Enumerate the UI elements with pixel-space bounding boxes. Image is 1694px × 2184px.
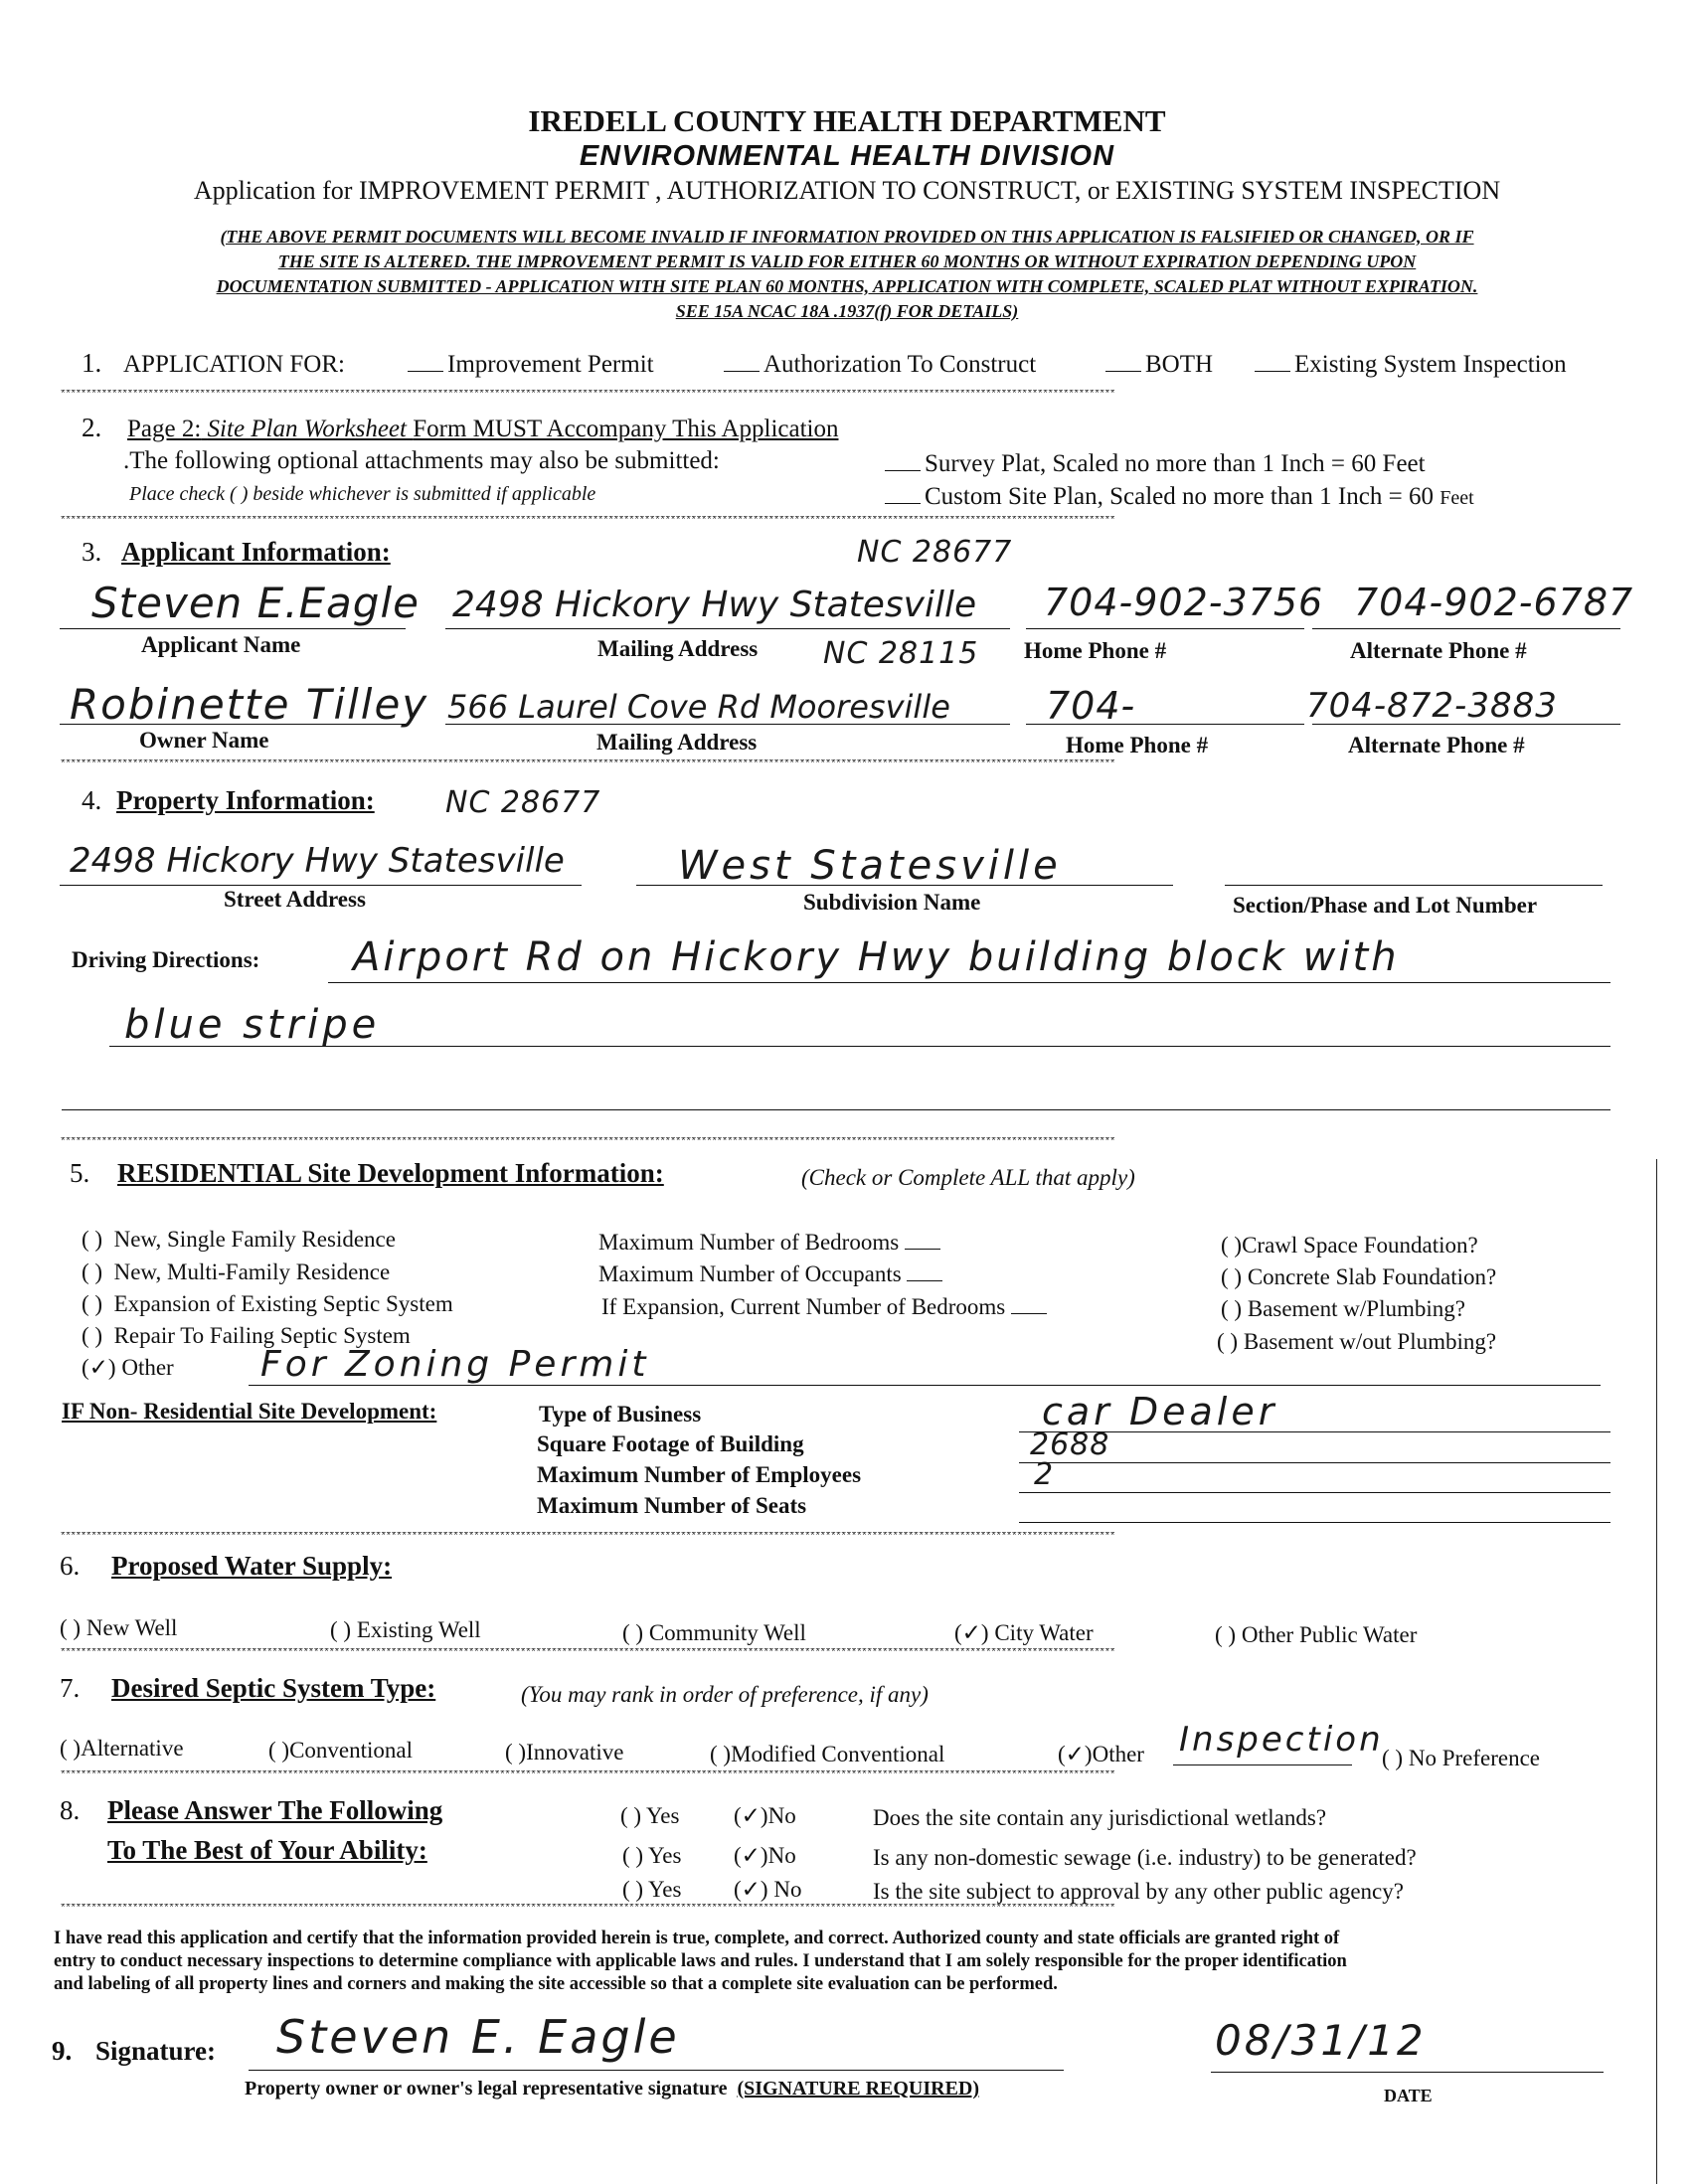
questions-title-line-2: To The Best of Your Ability: <box>107 1835 427 1865</box>
checkbox-concrete-slab[interactable]: ( ) Concrete Slab Foundation? <box>1221 1264 1497 1289</box>
water-supply-title: Proposed Water Supply: <box>111 1551 393 1581</box>
q1-wetlands: Does the site contain any jurisdictional wetlands? <box>873 1805 1327 1830</box>
q3-public-agency: Is the site subject to approval by any other public agency? <box>873 1879 1404 1904</box>
q3-yes[interactable]: ( ) Yes <box>622 1877 682 1902</box>
max-seats-label: Maximum Number of Seats <box>537 1493 807 1518</box>
q2-sewage: Is any non-domestic sewage (i.e. industry) to be generated? <box>873 1845 1417 1870</box>
divider: ************************************************************************************************************************************************************************************************************ <box>60 1770 1115 1780</box>
divider: ************************************************************************************************************************************************************************************************************ <box>60 1904 1115 1914</box>
street-address-label: Street Address <box>224 887 366 912</box>
subdivision-label: Subdivision Name <box>803 890 981 915</box>
applicant-zip-note: NC 28677 <box>857 535 1013 570</box>
section-6-number: 6. <box>60 1551 81 1581</box>
owner-name-label: Owner Name <box>139 728 269 753</box>
applicant-information-title: Applicant Information: <box>121 537 391 567</box>
section-7-number: 7. <box>60 1673 81 1703</box>
optional-attachments-text: .The following optional attachments may also be submitted: <box>123 447 720 474</box>
option-both[interactable]: BOTH <box>1105 351 1213 379</box>
checkbox-expansion[interactable]: ( ) Expansion of Existing Septic System <box>82 1291 453 1316</box>
septic-no-preference[interactable]: ( ) No Preference <box>1382 1746 1540 1770</box>
septic-innovative[interactable]: ( )Innovative <box>505 1740 624 1764</box>
disclaimer-line-4: SEE 15A NCAC 18A .1937(f) FOR DETAILS) <box>675 301 1019 321</box>
section-4-number: 4. <box>82 785 102 815</box>
water-existing-well[interactable]: ( ) Existing Well <box>330 1617 481 1642</box>
date-label: DATE <box>1384 2086 1433 2105</box>
signature-label: Signature: <box>95 2036 217 2066</box>
checkbox-basement-no-plumbing[interactable]: ( ) Basement w/out Plumbing? <box>1217 1329 1497 1354</box>
custom-site-plan-option[interactable]: Custom Site Plan, Scaled no more than 1 Inch = 60 Feet <box>885 483 1474 511</box>
applicant-address-value: 2498 Hickory Hwy Statesville <box>452 585 977 625</box>
residential-title: RESIDENTIAL Site Development Information: <box>117 1158 664 1188</box>
applicant-home-phone-value: 704-902-3756 <box>1044 581 1324 624</box>
site-plan-requirement: Page 2: Site Plan Worksheet Form MUST Accompany This Application <box>127 416 839 442</box>
q1-yes[interactable]: ( ) Yes <box>620 1803 680 1828</box>
water-city-water[interactable]: (✓) City Water <box>954 1620 1094 1645</box>
owner-mailing-address-label: Mailing Address <box>596 730 758 755</box>
questions-title-line-1: Please Answer The Following <box>107 1795 443 1825</box>
divider: ************************************************************************************************************************************************************************************************************ <box>60 759 1115 769</box>
applicant-name-label: Applicant Name <box>141 632 301 657</box>
checkbox-single-family[interactable]: ( ) New, Single Family Residence <box>82 1227 396 1252</box>
checkbox-other[interactable]: (✓) Other <box>82 1355 174 1380</box>
section-3-number: 3. <box>82 537 102 567</box>
applicant-name-value: Steven E.Eagle <box>91 579 420 627</box>
certification-line-3: and labeling of all property lines and corners and making the site accessible so that a complete site evaluation can be performed. <box>54 1974 1058 1994</box>
owner-home-phone-value: 704- <box>1046 684 1136 728</box>
scan-edge-line <box>1656 1159 1657 2184</box>
divider: ************************************************************************************************************************************************************************************************************ <box>60 1137 1115 1147</box>
q3-no[interactable]: (✓) No <box>734 1877 802 1902</box>
signature-value: Steven E. Eagle <box>276 2010 680 2064</box>
disclaimer-line-3: DOCUMENTATION SUBMITTED - APPLICATION WITH SITE PLAN 60 MONTHS, APPLICATION WITH COMPLETE, SCALED PLAT WITHOUT EXPIRATION. <box>216 276 1478 296</box>
street-address-value: 2498 Hickory Hwy Statesville <box>70 841 565 881</box>
property-information-title: Property Information: <box>116 785 375 815</box>
option-existing-system-inspection[interactable]: Existing System Inspection <box>1255 351 1567 379</box>
septic-conventional[interactable]: ( )Conventional <box>268 1738 414 1763</box>
owner-alternate-phone-label: Alternate Phone # <box>1348 733 1525 757</box>
driving-directions-line-1: Airport Rd on Hickory Hwy building block with <box>353 934 1400 980</box>
section-2-number: 2. <box>82 413 102 442</box>
current-bedrooms-field[interactable]: If Expansion, Current Number of Bedrooms <box>601 1294 1051 1320</box>
checkbox-basement-plumbing[interactable]: ( ) Basement w/Plumbing? <box>1221 1296 1465 1321</box>
option-improvement-permit[interactable]: Improvement Permit <box>408 351 654 379</box>
division-title: ENVIRONMENTAL HEALTH DIVISION <box>579 140 1115 172</box>
checkbox-multi-family[interactable]: ( ) New, Multi-Family Residence <box>82 1260 391 1284</box>
application-for-label: APPLICATION FOR: <box>123 351 345 378</box>
section-9-number: 9. <box>52 2036 73 2066</box>
max-occupants-field[interactable]: Maximum Number of Occupants <box>598 1261 946 1287</box>
septic-modified-conventional[interactable]: ( )Modified Conventional <box>710 1742 945 1766</box>
water-community-well[interactable]: ( ) Community Well <box>622 1620 806 1645</box>
other-residential-value: For Zoning Permit <box>260 1344 650 1385</box>
divider: ************************************************************************************************************************************************************************************************************ <box>60 390 1115 400</box>
applicant-alt-phone-value: 704-902-6787 <box>1354 581 1634 624</box>
section-5-number: 5. <box>70 1158 90 1188</box>
water-new-well[interactable]: ( ) New Well <box>60 1615 178 1640</box>
driving-directions-line-2: blue stripe <box>124 1002 381 1048</box>
certification-line-2: entry to conduct necessary inspections to determine compliance with applicable laws and rules. I understand that I am solely responsible for the proper identification <box>54 1951 1347 1971</box>
owner-home-phone-label: Home Phone # <box>1066 733 1209 757</box>
survey-plat-option[interactable]: Survey Plat, Scaled no more than 1 Inch = 60 Feet <box>885 450 1426 478</box>
checkbox-repair[interactable]: ( ) Repair To Failing Septic System <box>82 1323 411 1348</box>
water-other-public[interactable]: ( ) Other Public Water <box>1215 1622 1418 1647</box>
disclaimer-line-1: (THE ABOVE PERMIT DOCUMENTS WILL BECOME INVALID IF INFORMATION PROVIDED ON THIS APPLICATION IS FALSIFIED OR CHANGED, OR IF <box>220 227 1474 247</box>
subdivision-value: West Statesville <box>678 843 1062 889</box>
divider: ************************************************************************************************************************************************************************************************************ <box>60 1532 1115 1542</box>
residential-note: (Check or Complete ALL that apply) <box>801 1165 1135 1190</box>
option-authorization-to-construct[interactable]: Authorization To Construct <box>724 351 1036 379</box>
max-bedrooms-field[interactable]: Maximum Number of Bedrooms <box>598 1230 944 1256</box>
septic-other-value: Inspection <box>1179 1720 1384 1760</box>
application-line: Application for IMPROVEMENT PERMIT , AUTHORIZATION TO CONSTRUCT, or EXISTING SYSTEM INSPECTION <box>193 176 1501 205</box>
applicant-address-zip: NC 28115 <box>823 636 979 671</box>
disclaimer-line-2: THE SITE IS ALTERED. THE IMPROVEMENT PERMIT IS VALID FOR EITHER 60 MONTHS OR WITHOUT EXPIRATION DEPENDING UPON <box>277 252 1417 271</box>
non-residential-label: IF Non- Residential Site Development: <box>62 1399 437 1424</box>
driving-directions-label: Driving Directions: <box>72 947 260 972</box>
section-lot-label: Section/Phase and Lot Number <box>1233 893 1538 918</box>
q1-no[interactable]: (✓)No <box>734 1803 796 1828</box>
employees-value: 2 <box>1034 1457 1055 1492</box>
owner-name-value: Robinette Tilley <box>70 680 429 729</box>
divider: ************************************************************************************************************************************************************************************************************ <box>60 1648 1115 1658</box>
max-employees-label: Maximum Number of Employees <box>537 1462 862 1487</box>
septic-alternative[interactable]: ( )Alternative <box>60 1736 184 1761</box>
section-1-number: 1. <box>82 348 102 378</box>
septic-type-title: Desired Septic System Type: <box>111 1673 436 1703</box>
type-of-business-label: Type of Business <box>539 1402 702 1427</box>
square-footage-value: 2688 <box>1030 1428 1110 1462</box>
square-footage-label: Square Footage of Building <box>537 1431 804 1456</box>
date-value: 08/31/12 <box>1215 2016 1427 2065</box>
q2-no[interactable]: (✓)No <box>734 1843 796 1868</box>
divider: ************************************************************************************************************************************************************************************************************ <box>60 516 1115 526</box>
owner-address-value: 566 Laurel Cove Rd Mooresville <box>447 688 950 726</box>
septic-other[interactable]: (✓)Other <box>1058 1742 1144 1766</box>
signature-caption: Property owner or owner's legal representative signature (SIGNATURE REQUIRED) <box>245 2078 980 2100</box>
property-zip-note: NC 28677 <box>445 785 601 820</box>
owner-alt-phone-value: 704-872-3883 <box>1306 686 1558 726</box>
department-title: IREDELL COUNTY HEALTH DEPARTMENT <box>528 103 1166 138</box>
alternate-phone-label: Alternate Phone # <box>1350 638 1527 663</box>
home-phone-label: Home Phone # <box>1024 638 1167 663</box>
checkbox-crawl-space[interactable]: ( )Crawl Space Foundation? <box>1221 1233 1478 1258</box>
section-8-number: 8. <box>60 1795 81 1825</box>
place-check-note: Place check ( ) beside whichever is submitted if applicable <box>129 483 596 505</box>
septic-type-note: (You may rank in order of preference, if any) <box>521 1682 929 1707</box>
q2-yes[interactable]: ( ) Yes <box>622 1843 682 1868</box>
mailing-address-label: Mailing Address <box>597 636 759 661</box>
business-type-value: car Dealer <box>1042 1390 1278 1433</box>
certification-line-1: I have read this application and certify that the information provided herein is true, complete, and correct. Authorized county and state officials are granted right of <box>54 1929 1340 1948</box>
